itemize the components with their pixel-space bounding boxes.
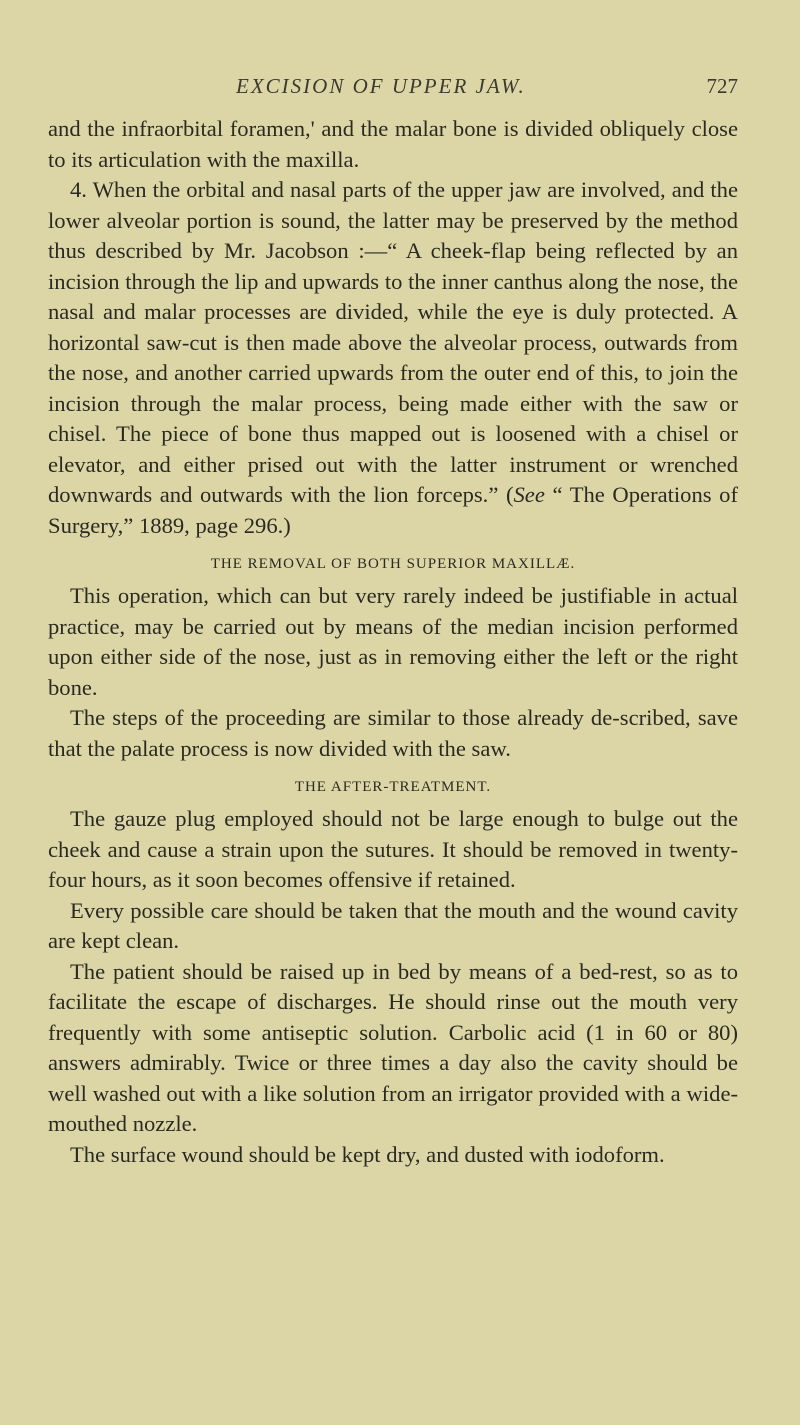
paragraph-method-4	[48, 175, 738, 541]
paragraph-method-4-text: 4. When the orbital and nasal parts of the upper jaw are involved, and the lower alveolar portion is sound, the latter may be preserved by the method thus described by Mr. Jacobson :—“ A cheek-flap being reflected by an incision through the lip and upwards to the inner canthus along the nose, the nasal and malar processes are divided, while the eye is duly protected. A horizontal saw-cut is then made above the alveolar process, outwards from the nose, and another carried upwards from the outer end of this, to join the incision through the malar process, being made either with the saw or chisel. The piece of bone thus mapped out is loosened with a chisel or elevator, and either prised out with the latter instrument or wrenched downwards and outwards with the lion forceps.” (	[48, 177, 738, 507]
see-reference: See	[513, 482, 545, 507]
paragraph-patient: The patient should be raised up in bed by means of a bed-rest, so as to facilitate the escape of discharges. He should rinse out the mouth very frequently with some antiseptic solution. Carbolic acid (1 in 60 or 80) answers admirably. Twice or three times a day also the cavity should be well washed out with a like solution from an irrigator provided with a wide-mouthed nozzle.	[48, 958, 738, 1136]
paragraph-steps: The steps of the proceeding are similar to those already de-scribed, save that the palate process is now divided with the saw.	[48, 705, 738, 761]
page-number: 727	[706, 74, 738, 98]
book-page	[0, 74, 800, 1425]
paragraph-surface-wound: The surface wound should be kept dry, and dusted with iodoform.	[70, 1141, 665, 1167]
section-heading-removal: THE REMOVAL OF BOTH SUPERIOR MAXILLÆ.	[210, 556, 576, 572]
paragraph-care: Every possible care should be taken that the mouth and the wound cavity are kept clean.	[48, 897, 738, 953]
reference-citation: “ The Operations of Surgery,” 1889, page 296.)	[48, 482, 739, 538]
running-head	[48, 74, 738, 114]
paragraph-operation: This operation, which can but very rarely indeed be justifiable in actual practice, may be carried out by means of the median incision performed upon either side of the nose, just as in removing either the left or the right bone.	[48, 583, 738, 700]
running-title: EXCISION OF UPPER JAW.	[236, 74, 526, 98]
section-heading-after-treatment: THE AFTER-TREATMENT.	[294, 779, 492, 795]
paragraph-continuation: and the infraorbital foramen,' and the malar bone is divided obliquely close to its articulation with the maxilla.	[48, 116, 738, 172]
paragraph-gauze-plug: The gauze plug employed should not be large enough to bulge out the cheek and cause a strain upon the sutures. It should be removed in twenty-four hours, as it soon becomes offensive if retained.	[48, 806, 738, 892]
